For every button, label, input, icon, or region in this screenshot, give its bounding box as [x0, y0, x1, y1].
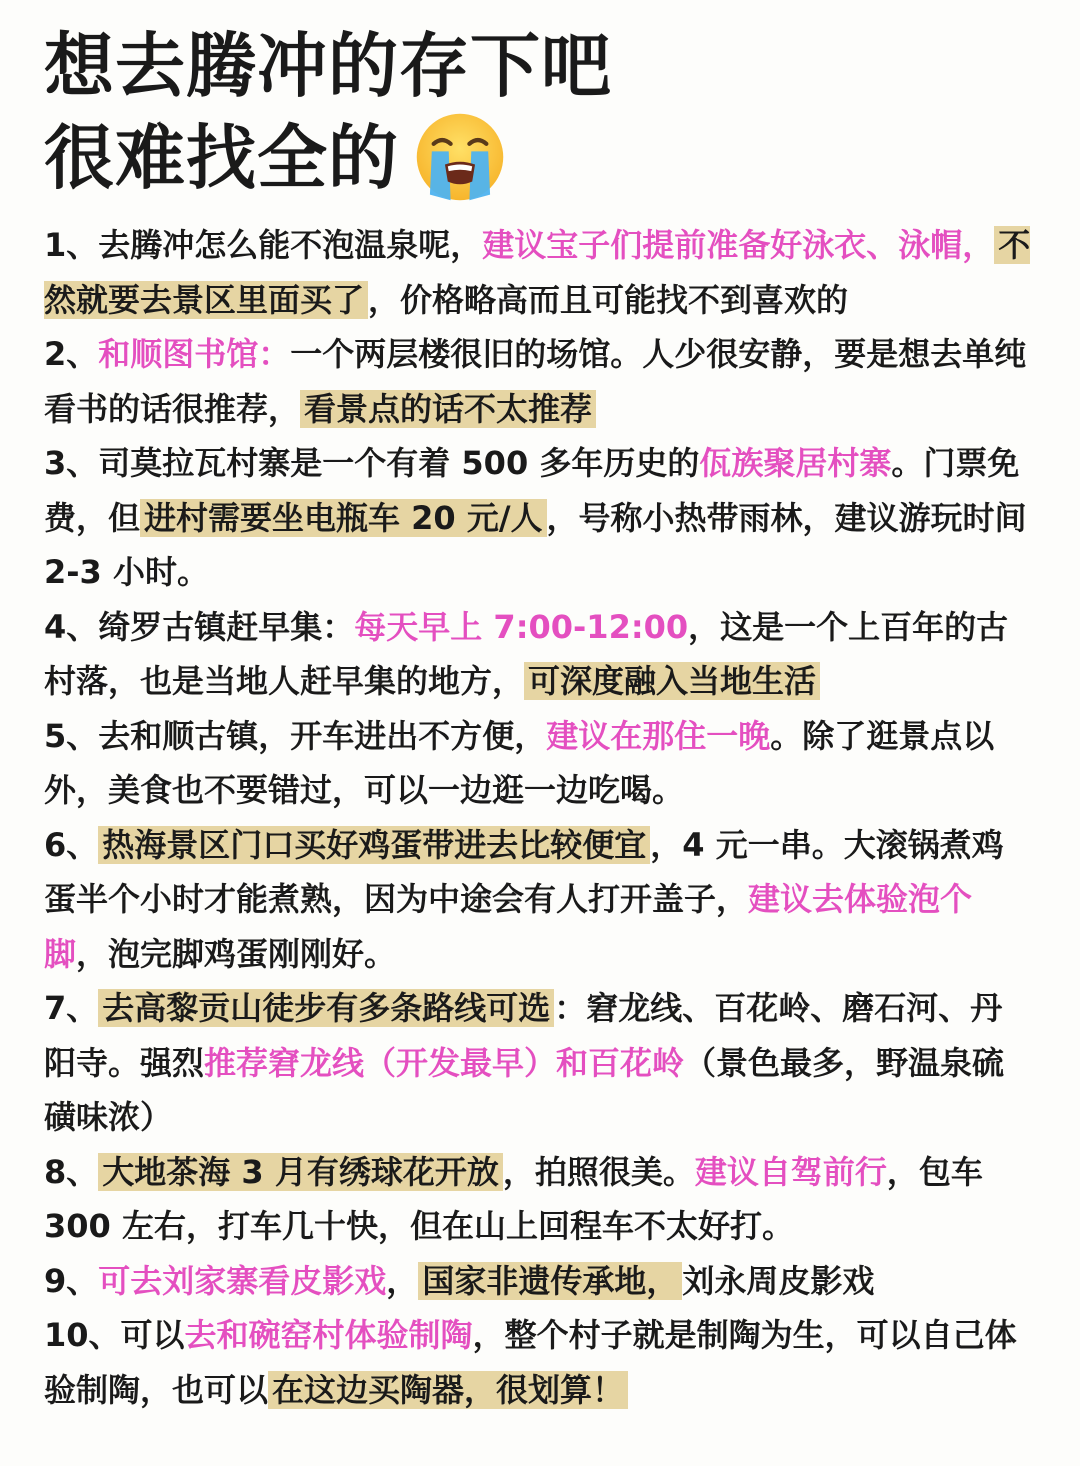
pink-emphasis-text: 每天早上 7:00-12:00 [354, 607, 689, 646]
tip-text: ，4 元一串。大滚锅煮鸡蛋半个小时才能煮熟，因为中途会有人打开盖子， [44, 825, 1004, 918]
tip-item [44, 1254, 1034, 1309]
pink-emphasis-text: 和顺图书馆： [98, 335, 291, 373]
highlighted-text: 大地茶海 3 月有绣球花开放 [98, 1153, 503, 1191]
tip-text: 9、 [44, 1261, 99, 1300]
tip-text: ，整个村子就是制陶为生，可以自己体验制陶，也可以 [44, 1316, 1017, 1409]
pink-emphasis-text: 建议自驾前行 [694, 1152, 887, 1191]
tip-text: 5、去和顺古镇，开车进出不方便， [44, 716, 547, 755]
tip-text: ，泡完脚鸡蛋刚刚好。 [76, 934, 397, 973]
tip-text: ：窘龙线、百花岭、磨石河、丹阳寺。强烈 [44, 989, 1003, 1082]
pink-emphasis-text: 建议去体验泡个脚 [44, 880, 973, 973]
tip-text: ，这是一个上百年的古村落，也是当地人赶早集的地方， [44, 607, 1009, 700]
tip-text: 8、 [44, 1152, 99, 1191]
page-title [44, 22, 1044, 204]
highlighted-text: 热海景区门口买好鸡蛋带进去比较便宜 [98, 826, 650, 864]
tip-item [44, 436, 1034, 600]
tip-text: ，价格略高而且可能找不到喜欢的 [368, 280, 849, 319]
tip-text: 1、去腾冲怎么能不泡温泉呢， [44, 226, 483, 264]
tip-item [44, 981, 1034, 1145]
tip-text: 2、 [44, 335, 99, 373]
tip-text: 。除了逛景点以外，美食也不要错过，可以一边逛一边吃喝。 [44, 716, 995, 809]
pink-emphasis-text: 推荐窘龙线（开发最早）和百花岭 [204, 1043, 685, 1082]
highlighted-text: 在这边买陶器，很划算！ [268, 1371, 628, 1409]
tip-text: 6、 [44, 825, 99, 864]
tips-list [44, 218, 1034, 1417]
tip-text: 7、 [44, 989, 99, 1027]
tip-text: （景色最多，野温泉硫磺味浓） [44, 1043, 1005, 1136]
highlighted-text: 可深度融入当地生活 [524, 662, 820, 700]
highlighted-text: 看景点的话不太推荐 [300, 390, 596, 428]
tip-item [44, 1308, 1034, 1417]
title-line-2 [44, 110, 1044, 204]
tip-item [44, 600, 1034, 709]
pink-emphasis-text: 建议在那住一晚 [546, 716, 771, 755]
highlighted-text: 国家非遗传承地， [418, 1262, 682, 1300]
tip-text: 。门票免费，但 [44, 444, 1020, 537]
tip-text: 10、可以 [44, 1316, 185, 1354]
pink-emphasis-text: 建议宝子们提前准备好泳衣、泳帽， [482, 226, 995, 264]
tip-item [44, 709, 1034, 818]
tip-text: 4、绮罗古镇赶早集： [44, 607, 355, 646]
tip-item [44, 218, 1034, 327]
highlighted-text: 不然就要去景区里面买了 [44, 226, 1031, 319]
highlighted-text: 去高黎贡山徒步有多条路线可选 [98, 989, 554, 1027]
highlighted-text: 进村需要坐电瓶车 20 元/人 [140, 499, 547, 537]
tip-text: ，号称小热带雨林，建议游玩时间 2-3 小时。 [44, 498, 1027, 591]
tip-item [44, 1145, 1034, 1254]
pink-emphasis-text: 去和碗窑村体验制陶 [184, 1316, 473, 1354]
tip-item [44, 818, 1034, 982]
tip-text: 3、司莫拉瓦村寨是一个有着 500 多年历史的 [44, 444, 700, 482]
tip-text: 刘永周皮影戏 [682, 1261, 875, 1300]
loudly-crying-face-icon [413, 110, 507, 204]
tip-text: ， [386, 1261, 419, 1300]
title-line-2-text: 很难找全的 [44, 117, 399, 199]
tip-text: ，包车 300 左右，打车几十快，但在山上回程车不太好打。 [44, 1152, 983, 1245]
pink-emphasis-text: 可去刘家寨看皮影戏 [98, 1261, 387, 1300]
tip-text: ，拍照很美。 [502, 1152, 695, 1191]
pink-emphasis-text: 佤族聚居村寨 [699, 444, 892, 482]
title-line-1: 想去腾冲的存下吧 [44, 25, 612, 107]
tip-item [44, 327, 1034, 436]
tip-text: 一个两层楼很旧的场馆。人少很安静，要是想去单纯看书的话很推荐， [44, 335, 1027, 428]
